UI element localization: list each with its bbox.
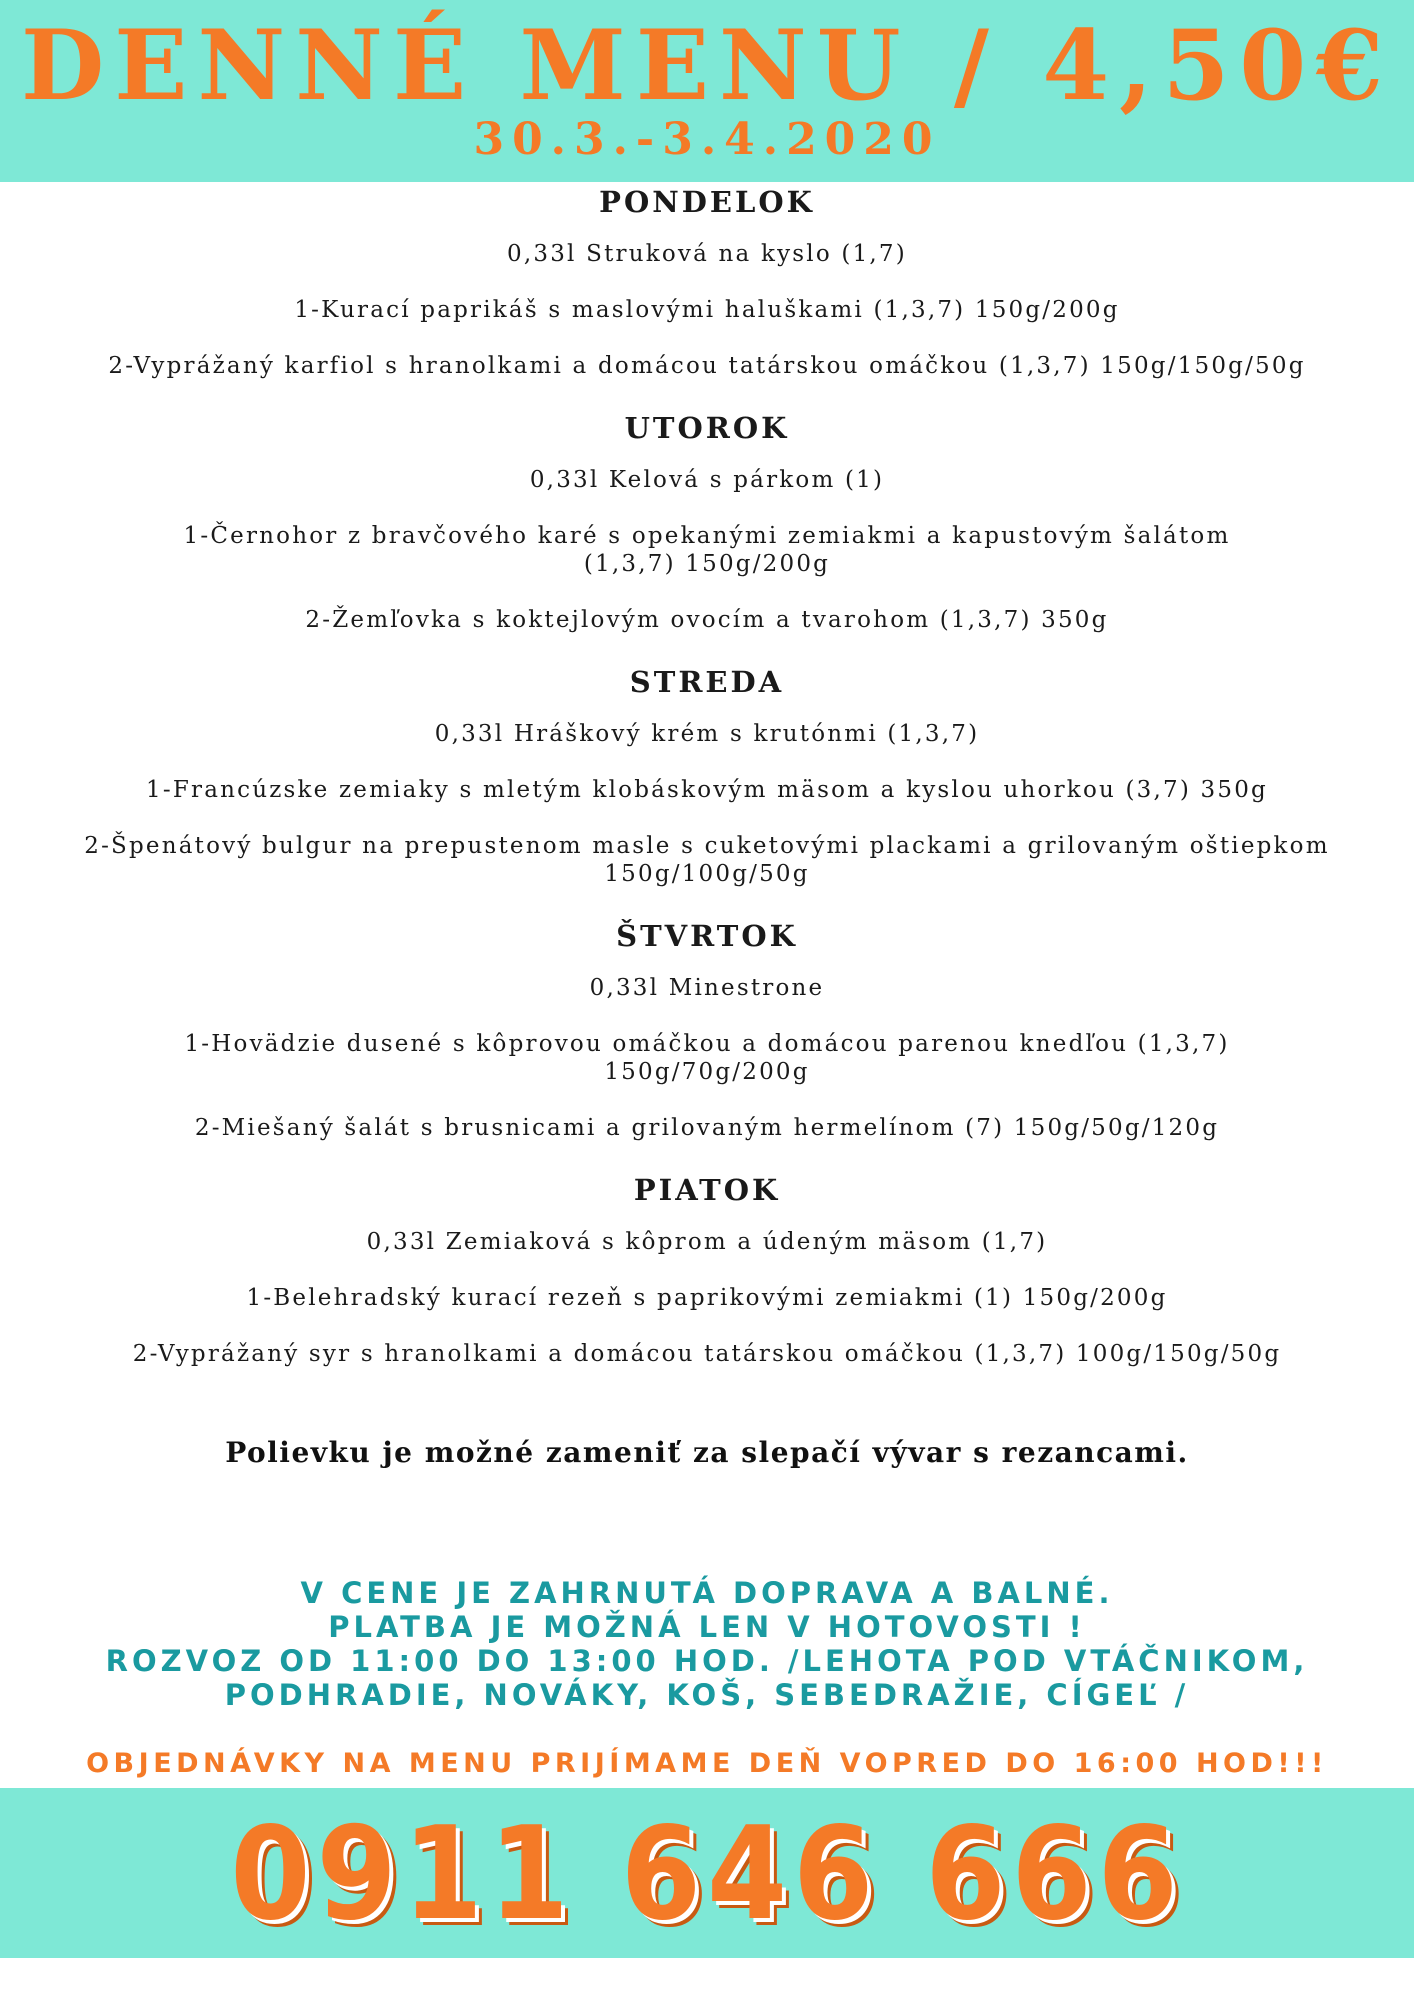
day-monday xyxy=(0,182,1414,380)
main-dish-2: 2-Miešaný šalát s brusnicami a grilovaným hermelínom (7) 150g/50g/120g xyxy=(194,1115,1220,1141)
main-dish-1: 1-Černohor z bravčového karé s opekanými zemiakmi a kapustovým šalátom (1,3,7) 150g/200g xyxy=(183,523,1231,577)
day-name: UTOROK xyxy=(624,411,790,445)
delivery-info-line: ROZVOZ OD 11:00 DO 13:00 HOD. /LEHOTA POD VTÁČNIKOM, xyxy=(105,1644,1309,1678)
order-notice: OBJEDNÁVKY NA MENU PRIJÍMAME DEŇ VOPRED DO 16:00 HOD!!! xyxy=(86,1748,1328,1779)
day-name: PIATOK xyxy=(633,1173,781,1207)
soup-item: 0,33l Zemiaková s kôprom a údeným mäsom (1,7) xyxy=(366,1229,1048,1255)
main-dish-1: 1-Francúzske zemiaky s mletým klobáskovým mäsom a kyslou uhorkou (3,7) 350g xyxy=(146,777,1268,803)
day-thursday xyxy=(0,916,1414,1142)
phone-number: 0911 646 666 xyxy=(230,1800,1184,1949)
delivery-info-line: PLATBA JE MOŽNÁ LEN V HOTOVOSTI ! xyxy=(328,1610,1086,1644)
soup-swap-note: Polievku je možné zameniť za slepačí vývar s rezancami. xyxy=(225,1436,1189,1469)
main-dish-2: 2-Špenátový bulgur na prepustenom masle s cuketovými plackami a grilovaným oštiepkom 150g/100g/50g xyxy=(84,833,1330,887)
delivery-info xyxy=(0,1576,1414,1712)
soup-item: 0,33l Hráškový krém s krutónmi (1,3,7) xyxy=(434,721,980,747)
day-friday xyxy=(0,1170,1414,1368)
delivery-info-line: V CENE JE ZAHRNUTÁ DOPRAVA A BALNÉ. xyxy=(300,1576,1114,1610)
main-dish-1: 1-Belehradský kurací rezeň s paprikovými zemiakmi (1) 150g/200g xyxy=(246,1285,1168,1311)
day-name: PONDELOK xyxy=(599,185,815,219)
main-dish-2: 2-Vyprážaný syr s hranolkami a domácou tatárskou omáčkou (1,3,7) 100g/150g/50g xyxy=(132,1341,1282,1367)
day-wednesday xyxy=(0,662,1414,888)
soup-item: 0,33l Kelová s párkom (1) xyxy=(529,467,885,493)
menu-dates: 30.3.-3.4.2020 xyxy=(473,114,941,165)
delivery-info-line: PODHRADIE, NOVÁKY, KOŠ, SEBEDRAŽIE, CÍGEĽ / xyxy=(224,1678,1190,1712)
main-dish-2: 2-Vyprážaný karfiol s hranolkami a domácou tatárskou omáčkou (1,3,7) 150g/150g/50g xyxy=(108,353,1306,379)
weekly-menu xyxy=(0,182,1414,1396)
day-tuesday xyxy=(0,408,1414,634)
main-dish-1: 1-Kurací paprikáš s maslovými haluškami (1,3,7) 150g/200g xyxy=(294,297,1120,323)
day-name: STREDA xyxy=(629,665,785,699)
soup-item: 0,33l Struková na kyslo (1,7) xyxy=(507,241,907,267)
main-dish-1: 1-Hovädzie dusené s kôprovou omáčkou a domácou parenou knedľou (1,3,7) 150g/70g/200g xyxy=(184,1031,1230,1085)
main-dish-2: 2-Žemľovka s koktejlovým ovocím a tvarohom (1,3,7) 350g xyxy=(305,607,1109,633)
day-name: ŠTVRTOK xyxy=(616,919,798,953)
page-title: DENNÉ MENU / 4,50€ xyxy=(21,9,1393,122)
soup-item: 0,33l Minestrone xyxy=(589,975,825,1001)
